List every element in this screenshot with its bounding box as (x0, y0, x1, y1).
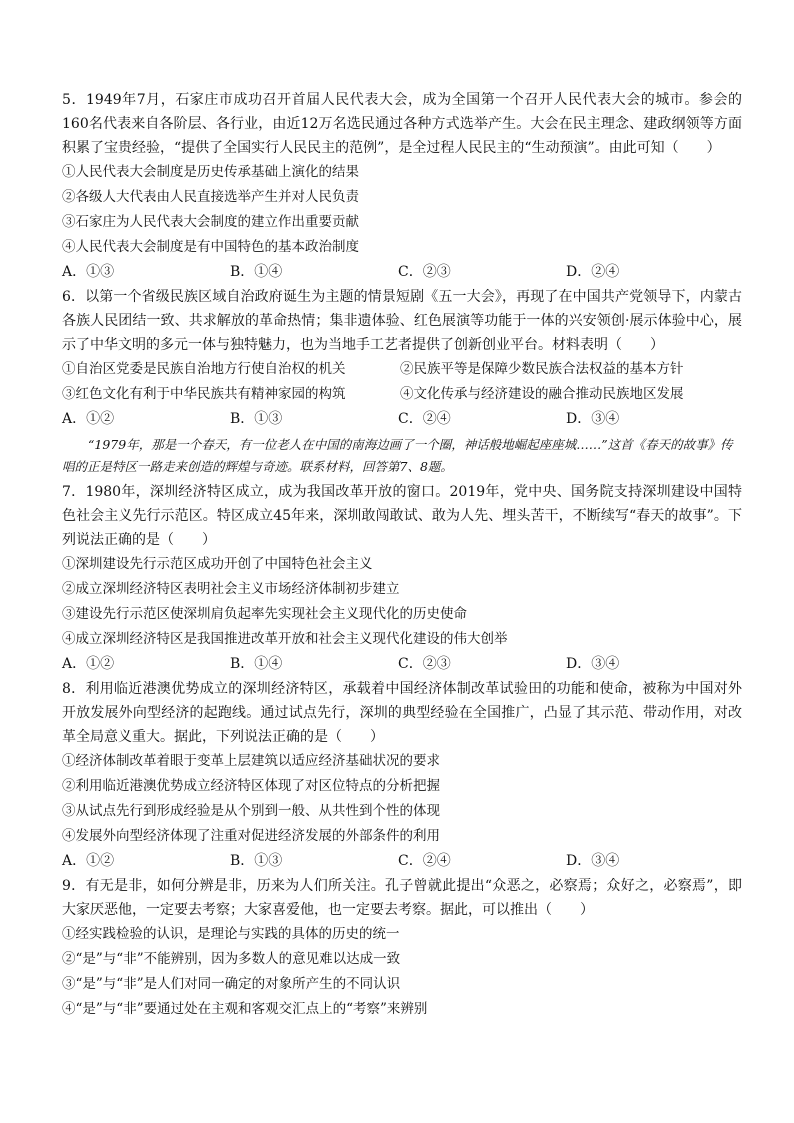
q6-choice-a: A．①② (62, 411, 115, 427)
question-8 (62, 677, 742, 874)
q6-choice-d: D．③④ (566, 411, 620, 427)
question-7 (62, 480, 742, 677)
question-5 (62, 88, 742, 285)
q6-items-row-1 (62, 357, 742, 382)
q7-choice-a: A．①② (62, 656, 115, 672)
q7-item-2: ②成立深圳经济特区表明社会主义市场经济体制初步建立 (62, 581, 400, 597)
q5-item-4: ④人民代表大会制度是有中国特色的基本政治制度 (62, 239, 359, 255)
q6-item-1: ①自治区党委是民族自治地方行使自治权的机关 (62, 361, 346, 377)
q7-item-1: ①深圳建设先行示范区成功开创了中国特色社会主义 (62, 556, 373, 572)
q5-item-1: ①人民代表大会制度是历史传承基础上演化的结果 (62, 164, 359, 180)
q9-item-2: ②“是”与“非”不能辨别，因为多数人的意见难以达成一致 (62, 951, 401, 967)
q6-item-2: ②民族平等是保障少数民族合法权益的基本方针 (400, 361, 684, 377)
q7-item-3: ③建设先行示范区使深圳肩负起率先实现社会主义现代化的历史使命 (62, 606, 467, 622)
q7-choice-c: C．②③ (398, 656, 451, 672)
q9-item-1: ①经实践检验的认识，是理论与实践的具体的历史的统一 (62, 926, 400, 942)
question-8-stem: 8．利用临近港澳优势成立的深圳经济特区，承载着中国经济体制改革试验田的功能和使命，被称为中国对外开放发展外向型经济的起跑线。通过试点先行，深圳的典型经验在全国推广，凸显了其示范、带动作用，对改革全局意义重大。据此，下列说法正确的是（ ） (62, 681, 742, 745)
q8-choice-b: B．①③ (230, 853, 283, 869)
q6-items-row-2 (62, 382, 742, 407)
q8-choices (62, 849, 742, 874)
q7-choices (62, 652, 742, 677)
q7-choice-b: B．①④ (230, 656, 283, 672)
q6-choice-c: C．②④ (398, 411, 451, 427)
q7-choice-d: D．③④ (566, 656, 620, 672)
q6-choice-b: B．①③ (230, 411, 283, 427)
q8-item-2: ②利用临近港澳优势成立经济特区体现了对区位特点的分析把握 (62, 778, 440, 794)
q5-choices (62, 260, 742, 285)
q8-choice-c: C．②④ (398, 853, 451, 869)
q9-item-3: ③“是”与“非”是人们对同一确定的对象所产生的不同认识 (62, 976, 401, 992)
q5-choice-c: C．②③ (398, 264, 451, 280)
q8-choice-d: D．③④ (566, 853, 620, 869)
question-6 (62, 285, 742, 432)
q5-item-2: ②各级人大代表由人民直接选举产生并对人民负责 (62, 189, 359, 205)
q8-choice-a: A．①② (62, 853, 115, 869)
q8-item-3: ③从试点先行到形成经验是从个别到一般、从共性到个性的体现 (62, 803, 440, 819)
q5-choice-d: D．②④ (566, 264, 620, 280)
question-5-stem: 5．1949年7月，石家庄市成功召开首届人民代表大会，成为全国第一个召开人民代表大会的城市。参会的160名代表来自各阶层、各行业，由近12万名选民通过各种方式选举产生。大会在民主理念、建政纲领等方面积累了宝贵经验，“提供了全国实行人民民主的范例”，是全过程人民民主的“生动预演”。由此可知（ ） (62, 92, 742, 156)
q5-choice-a: A．①③ (62, 264, 115, 280)
q6-choices (62, 407, 742, 432)
question-7-stem: 7．1980年，深圳经济特区成立，成为我国改革开放的窗口。2019年，党中央、国务院支持深圳建设中国特色社会主义先行示范区。特区成立45年来，深圳敢闯敢试、敢为人先、埋头苦干，不断续写“春天的故事”。下列说法正确的是（ ） (62, 484, 742, 548)
q8-item-1: ①经济体制改革着眼于变革上层建筑以适应经济基础状况的要求 (62, 753, 440, 769)
q6-item-4: ④文化传承与经济建设的融合推动民族地区发展 (400, 386, 684, 402)
material-7-8: “1979年，那是一个春天，有一位老人在中国的南海边画了一个圈，神话般地崛起座座城……”这首《春天的故事》传唱的正是特区一路走来创造的辉煌与奇迹。联系材料，回答第7、8题。 (62, 437, 733, 474)
question-6-stem: 6．以第一个省级民族区域自治政府诞生为主题的情景短剧《五一大会》，再现了在中国共产党领导下，内蒙古各族人民团结一致、共求解放的革命热情；集非遗体验、红色展演等功能于一体的兴安领创·展示体验中心，展示了中华文明的多元一体与独特魅力，也为当地手工艺者提供了创新创业平台。材料表明（ ） (62, 289, 742, 353)
q9-item-4: ④“是”与“非”要通过处在主观和客观交汇点上的“考察”来辨别 (62, 1001, 428, 1017)
q8-item-4: ④发展外向型经济体现了注重对促进经济发展的外部条件的利用 (62, 828, 440, 844)
q7-item-4: ④成立深圳经济特区是我国推进改革开放和社会主义现代化建设的伟大创举 (62, 631, 508, 647)
q5-item-3: ③石家庄为人民代表大会制度的建立作出重要贡献 (62, 214, 359, 230)
q5-choice-b: B．①④ (230, 264, 283, 280)
q6-item-3: ③红色文化有利于中华民族共有精神家园的构筑 (62, 386, 346, 402)
exam-page (62, 88, 742, 1022)
question-9-stem: 9．有无是非，如何分辨是非，历来为人们所关注。孔子曾就此提出“众恶之，必察焉；众好之，必察焉”，即大家厌恶他，一定要去考察；大家喜爱他，也一定要去考察。据此，可以推出（ ） (62, 878, 742, 918)
question-9 (62, 874, 742, 1022)
